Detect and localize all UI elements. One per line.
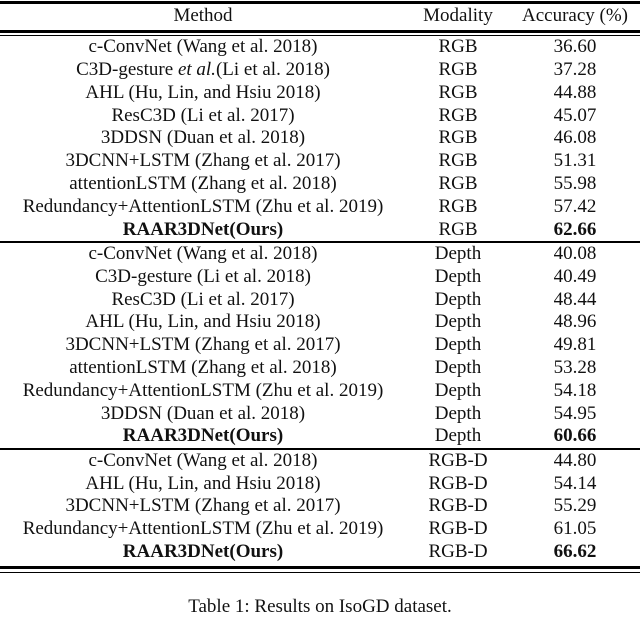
accuracy-cell: 36.60 xyxy=(553,36,597,58)
table-section-rgbd xyxy=(0,450,640,564)
modality-cell: RGB xyxy=(438,104,478,126)
accuracy-cell: 40.08 xyxy=(553,243,597,265)
method-cell: c-ConvNet (Wang et al. 2018) xyxy=(88,243,318,265)
modality-cell: Depth xyxy=(434,288,482,310)
table-row xyxy=(0,541,640,564)
accuracy-cell: 66.62 xyxy=(553,541,597,562)
modality-cell: Depth xyxy=(434,402,482,424)
table-row xyxy=(0,289,640,312)
modality-cell: Depth xyxy=(434,379,482,401)
method-cell: attentionLSTM (Zhang et al. 2018) xyxy=(69,357,337,379)
accuracy-cell: 54.18 xyxy=(553,379,597,401)
modality-cell: Depth xyxy=(434,425,482,447)
method-cell: Redundancy+AttentionLSTM (Zhu et al. 2019) xyxy=(22,518,384,540)
accuracy-cell: 37.28 xyxy=(553,59,597,81)
accuracy-cell: 46.08 xyxy=(553,127,597,149)
table-row xyxy=(0,219,640,242)
table-row xyxy=(0,495,640,518)
header-modality: Modality xyxy=(423,5,493,27)
modality-cell: RGB-D xyxy=(428,495,488,517)
method-cell: Redundancy+AttentionLSTM (Zhu et al. 2019) xyxy=(22,195,384,217)
method-cell: 3DDSN (Duan et al. 2018) xyxy=(100,127,306,149)
method-cell: c-ConvNet (Wang et al. 2018) xyxy=(88,36,318,58)
modality-cell: Depth xyxy=(434,357,482,379)
table-row xyxy=(0,243,640,266)
modality-cell: RGB xyxy=(438,150,478,172)
accuracy-cell: 40.49 xyxy=(553,265,597,287)
table-row xyxy=(0,357,640,380)
table-header-row xyxy=(0,4,640,31)
method-cell: C3D-gesture et al.(Li et al. 2018) xyxy=(76,59,330,81)
method-cell: AHL (Hu, Lin, and Hsiu 2018) xyxy=(85,311,321,333)
accuracy-cell: 45.07 xyxy=(553,104,597,126)
method-cell: 3DCNN+LSTM (Zhang et al. 2017) xyxy=(65,495,341,517)
method-cell: ResC3D (Li et al. 2017) xyxy=(111,288,295,310)
modality-cell: RGB xyxy=(438,59,478,81)
table-row xyxy=(0,173,640,196)
table-row xyxy=(0,403,640,426)
modality-cell: RGB xyxy=(438,195,478,217)
table-row xyxy=(0,127,640,150)
table-section-depth xyxy=(0,243,640,448)
table-row xyxy=(0,380,640,403)
table-bottom-rule xyxy=(0,566,640,573)
table-caption: Table 1: Results on IsoGD dataset. xyxy=(188,596,452,618)
accuracy-cell: 51.31 xyxy=(553,150,597,172)
modality-cell: RGB-D xyxy=(428,472,488,494)
accuracy-cell: 61.05 xyxy=(553,518,597,540)
modality-cell: Depth xyxy=(434,243,482,265)
modality-cell: RGB xyxy=(438,81,478,103)
accuracy-cell: 44.80 xyxy=(553,449,597,471)
paper-page xyxy=(0,1,640,618)
table-row xyxy=(0,450,640,473)
table-row xyxy=(0,425,640,448)
method-cell: 3DCNN+LSTM (Zhang et al. 2017) xyxy=(65,334,341,356)
table-row xyxy=(0,82,640,105)
method-cell: C3D-gesture (Li et al. 2018) xyxy=(95,265,311,287)
modality-cell: RGB-D xyxy=(428,518,488,540)
modality-cell: RGB-D xyxy=(428,541,488,562)
results-table xyxy=(0,1,640,573)
modality-cell: RGB-D xyxy=(428,449,488,471)
accuracy-cell: 53.28 xyxy=(553,357,597,379)
accuracy-cell: 44.88 xyxy=(553,81,597,103)
method-cell: attentionLSTM (Zhang et al. 2018) xyxy=(69,173,337,195)
accuracy-cell: 48.96 xyxy=(553,311,597,333)
method-cell: 3DDSN (Duan et al. 2018) xyxy=(100,402,306,424)
modality-cell: RGB xyxy=(438,127,478,149)
accuracy-cell: 55.98 xyxy=(553,173,597,195)
modality-cell: RGB xyxy=(438,173,478,195)
header-method: Method xyxy=(173,5,233,27)
accuracy-cell: 57.42 xyxy=(553,195,597,217)
header-accuracy: Accuracy (%) xyxy=(521,5,628,27)
accuracy-cell: 49.81 xyxy=(553,334,597,356)
method-cell: RAAR3DNet(Ours) xyxy=(122,541,284,562)
modality-cell: RGB xyxy=(438,36,478,58)
method-cell: RAAR3DNet(Ours) xyxy=(122,425,284,447)
method-cell: AHL (Hu, Lin, and Hsiu 2018) xyxy=(85,81,321,103)
accuracy-cell: 54.95 xyxy=(553,402,597,424)
table-row xyxy=(0,105,640,128)
table-row xyxy=(0,266,640,289)
table-row xyxy=(0,518,640,541)
method-cell: 3DCNN+LSTM (Zhang et al. 2017) xyxy=(65,150,341,172)
table-row xyxy=(0,150,640,173)
method-cell: RAAR3DNet(Ours) xyxy=(122,218,284,240)
accuracy-cell: 55.29 xyxy=(553,495,597,517)
accuracy-cell: 54.14 xyxy=(553,472,597,494)
modality-cell: Depth xyxy=(434,265,482,287)
table-row xyxy=(0,311,640,334)
modality-cell: Depth xyxy=(434,311,482,333)
table-row xyxy=(0,36,640,59)
modality-cell: Depth xyxy=(434,334,482,356)
table-row xyxy=(0,473,640,496)
table-row xyxy=(0,59,640,82)
method-cell: c-ConvNet (Wang et al. 2018) xyxy=(88,449,318,471)
modality-cell: RGB xyxy=(438,218,478,240)
table-row xyxy=(0,196,640,219)
method-cell: ResC3D (Li et al. 2017) xyxy=(111,104,295,126)
accuracy-cell: 62.66 xyxy=(553,218,597,240)
accuracy-cell: 60.66 xyxy=(553,425,597,447)
method-cell: AHL (Hu, Lin, and Hsiu 2018) xyxy=(85,472,321,494)
accuracy-cell: 48.44 xyxy=(553,288,597,310)
method-cell: Redundancy+AttentionLSTM (Zhu et al. 2019) xyxy=(22,379,384,401)
table-section-rgb xyxy=(0,36,640,241)
table-row xyxy=(0,334,640,357)
